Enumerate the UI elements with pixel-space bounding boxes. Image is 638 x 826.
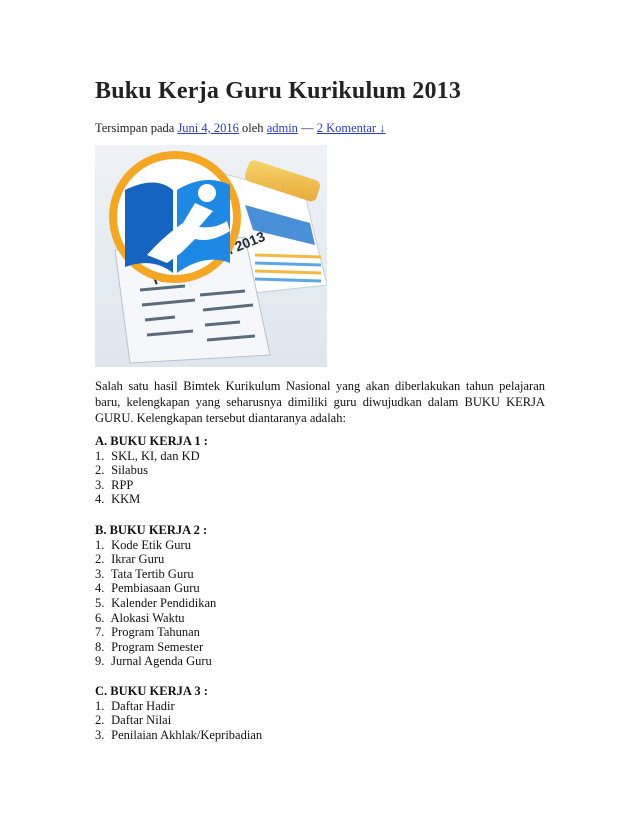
list-text: Program Tahunan xyxy=(111,625,200,640)
list-item xyxy=(95,654,216,669)
list-item xyxy=(95,640,216,655)
list-text: Kalender Pendidikan xyxy=(111,595,217,610)
list-item xyxy=(95,567,216,582)
kurikulum-label: 2013 xyxy=(232,228,268,255)
section-list xyxy=(95,449,208,507)
post-meta xyxy=(95,121,385,136)
list-text: Daftar Nilai xyxy=(111,713,172,728)
list-text: Program Semester xyxy=(111,639,204,654)
list-text: Silabus xyxy=(111,463,148,478)
tut-wuri-logo-icon xyxy=(109,151,241,283)
list-number: 1. xyxy=(95,698,105,713)
list-item xyxy=(95,625,216,640)
list-number: 9. xyxy=(95,654,105,669)
list-item xyxy=(95,596,216,611)
list-item xyxy=(95,713,262,728)
list-number: 7. xyxy=(95,625,105,640)
post-date-link[interactable]: Juni 4, 2016 xyxy=(177,121,239,135)
page-title: Buku Kerja Guru Kurikulum 2013 xyxy=(95,78,462,104)
list-number: 8. xyxy=(95,639,105,654)
list-item xyxy=(95,581,216,596)
list-text: SKL, KI, dan KD xyxy=(111,448,200,463)
list-number: 1. xyxy=(95,537,105,552)
kurikulum-2013-illustration xyxy=(95,145,327,367)
list-text: Alokasi Waktu xyxy=(110,610,185,625)
list-item xyxy=(95,552,216,567)
comments-link[interactable]: 2 Komentar ↓ xyxy=(316,121,386,135)
list-number: 2. xyxy=(95,463,105,478)
list-number: 3. xyxy=(95,477,105,492)
list-number: 6. xyxy=(95,610,105,625)
list-number: 1. xyxy=(95,448,105,463)
list-text: Jurnal Agenda Guru xyxy=(111,654,212,669)
list-text: Pembiasaan Guru xyxy=(111,581,200,596)
list-text: Ikrar Guru xyxy=(111,552,165,567)
section-heading: A. BUKU KERJA 1 : xyxy=(95,434,208,448)
list-item xyxy=(95,492,208,507)
list-text: Daftar Hadir xyxy=(111,698,175,713)
section-list xyxy=(95,538,216,669)
list-item xyxy=(95,463,208,478)
list-text: Kode Etik Guru xyxy=(111,537,191,552)
section-buku-kerja-2 xyxy=(95,523,216,669)
section-buku-kerja-1 xyxy=(95,434,208,507)
list-item xyxy=(95,728,262,743)
meta-prefix: Tersimpan pada xyxy=(95,121,175,135)
section-heading: B. BUKU KERJA 2 : xyxy=(95,523,208,537)
document-number: 3 xyxy=(285,204,292,218)
meta-dash: — xyxy=(301,121,314,135)
author-link[interactable]: admin xyxy=(266,121,298,135)
list-item xyxy=(95,478,208,493)
list-number: 2. xyxy=(95,552,105,567)
section-buku-kerja-3 xyxy=(95,684,262,742)
list-number: 5. xyxy=(95,595,105,610)
list-text: RPP xyxy=(111,477,134,492)
list-number: 3. xyxy=(95,727,105,742)
section-heading: C. BUKU KERJA 3 : xyxy=(95,684,208,698)
list-text: Tata Tertib Guru xyxy=(110,566,194,581)
list-text: KKM xyxy=(111,492,141,507)
list-number: 4. xyxy=(95,581,105,596)
list-item xyxy=(95,699,262,714)
list-text: Penilaian Akhlak/Kepribadian xyxy=(111,727,263,742)
intro-paragraph: Salah satu hasil Bimtek Kurikulum Nasional yang akan diberlakukan tahun pelajaran baru, kelengkapan yang seharusnya dimiliki guru diwujudkan dalam BUKU KERJA GURU. Kelengkapan tersebut diantaranya adalah: xyxy=(95,379,545,425)
list-item xyxy=(95,449,208,464)
section-list xyxy=(95,699,262,743)
list-number: 2. xyxy=(95,713,105,728)
list-number: 3. xyxy=(95,566,105,581)
list-item xyxy=(95,611,216,626)
list-number: 4. xyxy=(95,492,105,507)
meta-by: oleh xyxy=(242,121,264,135)
list-item xyxy=(95,538,216,553)
